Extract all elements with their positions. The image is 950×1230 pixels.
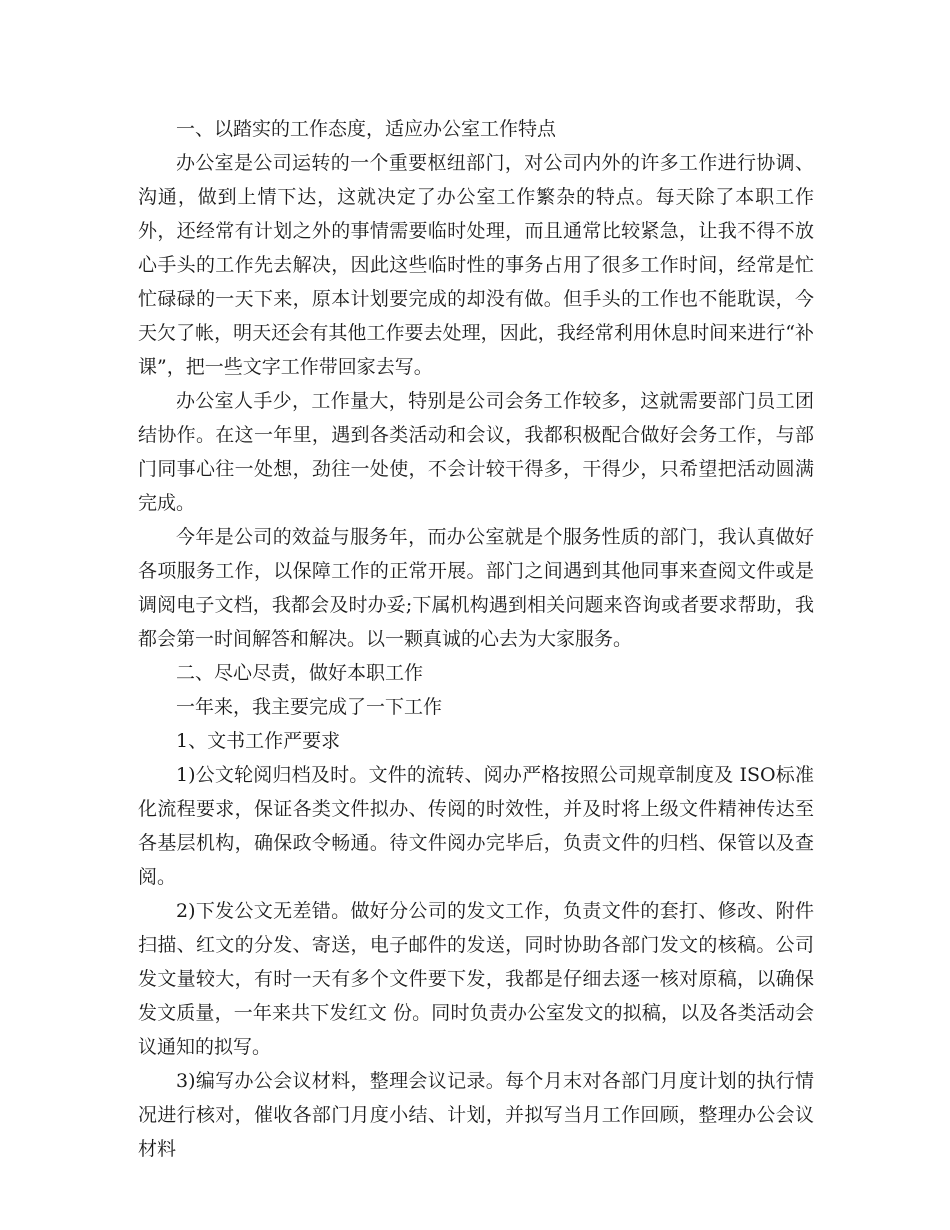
list-item: 2)下发公文无差错。做好分公司的发文工作，负责文件的套打、修改、附件扫描、红文的分发、寄送，电子邮件的发送，同时协助各部门发文的核稿。公司发文量较大，有时一天有多个文件要下发，我都是仔细去逐一核对原稿，以确保发文质量，一年来共下发红文 份。同时负责办公室发文的拟稿，以及各类活动会议通知的拟写。 (138, 900, 814, 1058)
paragraph: 办公室人手少，工作量大，特别是公司会务工作较多，这就需要部门员工团结协作。在这一年里，遇到各类活动和会议，我都积极配合做好会务工作，与部门同事心往一处想，劲往一处使，不会计较干得多，干得少，只希望把活动圆满完成。 (138, 390, 814, 514)
paragraph: 今年是公司的效益与服务年，而办公室就是个服务性质的部门，我认真做好各项服务工作，以保障工作的正常开展。部门之间遇到其他同事来查阅文件或是调阅电子文档，我都会及时办妥;下属机构遇到相关问题来咨询或者要求帮助，我都会第一时间解答和解决。以一颗真诚的心去为大家服务。 (138, 526, 814, 650)
list-item: 3)编写办公会议材料，整理会议记录。每个月末对各部门月度计划的执行情况进行核对，催收各部门月度小结、计划，并拟写当月工作回顾，整理办公会议材料 (138, 1070, 814, 1160)
subsection-heading: 1、文书工作严要求 (176, 730, 341, 752)
section-heading-1: 一、以踏实的工作态度，适应办公室工作特点 (176, 118, 557, 140)
document-body (138, 112, 814, 1166)
paragraph: 办公室是公司运转的一个重要枢纽部门，对公司内外的许多工作进行协调、沟通，做到上情下达，这就决定了办公室工作繁杂的特点。每天除了本职工作外，还经常有计划之外的事情需要临时处理，而且通常比较紧急，让我不得不放心手头的工作先去解决，因此这些临时性的事务占用了很多工作时间，经常是忙忙碌碌的一天下来，原本计划要完成的却没有做。但手头的工作也不能耽误，今天欠了帐，明天还会有其他工作要去处理，因此，我经常利用休息时间来进行“补课”，把一些文字工作带回家去写。 (138, 152, 814, 378)
paragraph: 一年来，我主要完成了一下工作 (176, 696, 443, 718)
list-item: 1)公文轮阅归档及时。文件的流转、阅办严格按照公司规章制度及 ISO标准化流程要求，保证各类文件拟办、传阅的时效性，并及时将上级文件精神传达至各基层机构，确保政令畅通。待文件阅办完毕后，负责文件的归档、保管以及查阅。 (138, 764, 814, 888)
section-heading-2: 二、尽心尽责，做好本职工作 (176, 662, 424, 684)
